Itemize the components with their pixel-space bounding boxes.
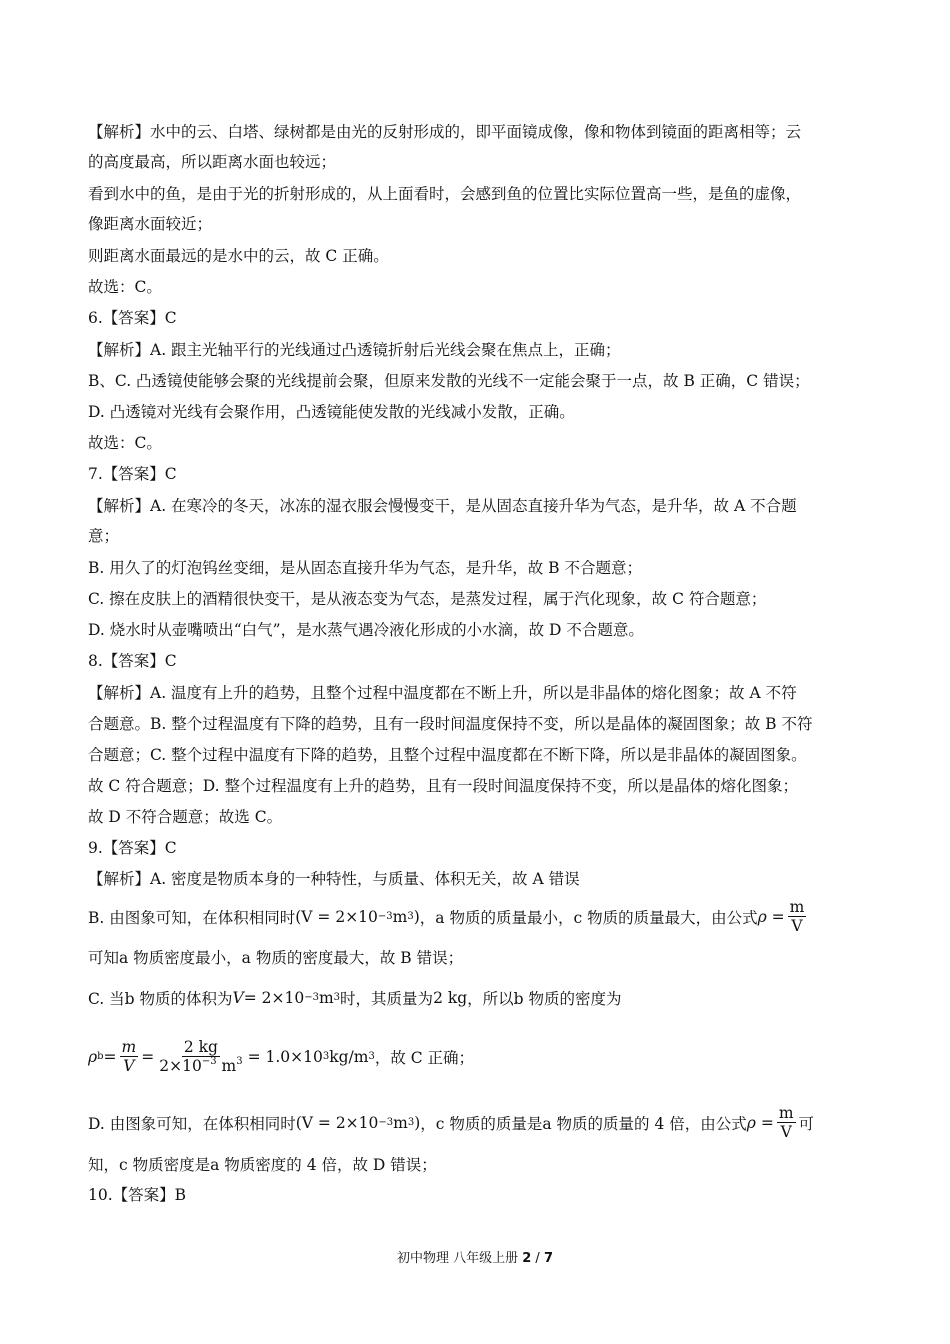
text-line: 7.【答案】C <box>88 465 177 483</box>
text-line: 故选：C。 <box>88 434 162 452</box>
text-line: 则距离水面最远的是水中的云，故 C 正确。 <box>88 247 389 265</box>
answer-10: 10.【答案】B <box>88 1186 187 1204</box>
text-line: C. 擦在皮肤上的酒精很快变干，是从液态变为气态，是蒸发过程，属于汽化现象，故 C 符合题意； <box>88 590 767 608</box>
text-line: 故 D 不符合题意；故选 C。 <box>88 808 283 826</box>
equation-line-c: C. 当b 物质的体积为 V = 2×10 −3 m 3 时，其质量为 2 kg ，所以b 物质的密度为 <box>88 989 622 1008</box>
text-line: 6.【答案】C <box>88 309 177 327</box>
text-line: 【解析】A. 跟主光轴平行的光线通过凸透镜折射后光线会聚在焦点上，正确； <box>88 341 621 359</box>
text-line: D. 凸透镜对光线有会聚作用，凸透镜能使发散的光线减小发散，正确。 <box>88 403 575 421</box>
text-line: B、C. 凸透镜使能够会聚的光线提前会聚，但原来发散的光线不一定能会聚于一点，故 B 正确，C 错误； <box>88 372 810 390</box>
text-line: 【解析】A. 温度有上升的趋势，且整个过程中温度都在不断上升，所以是非晶体的熔化图象；故 A 不符 <box>88 684 797 702</box>
fraction-m-over-v: $\frac{m}{V}$ <box>789 898 805 935</box>
text-line: 【解析】A. 密度是物质本身的一种特性，与质量、体积无关，故 A 错误 <box>88 870 580 888</box>
text-line: 的高度最高，所以距离水面也较远； <box>88 153 337 171</box>
text-line: 合题意；C. 整个过程中温度有下降的趋势，且整个过程中温度都在不断下降，所以是非晶体的凝固图象。 <box>88 746 807 764</box>
density-equation: ρ b = $\frac{m}{V}$ = $\frac{2 kg}{2\times 10^{-3} m^3}$ = 1.0×10 3 kg/m 3 ，故 C 正确； <box>88 1038 475 1075</box>
text-line: 合题意。B. 整个过程温度有下降的趋势，且有一段时间温度保持不变，所以是晶体的凝固图象；故 B 不符 <box>88 715 813 733</box>
line-d-continued: 知，c 物质密度是a 物质密度的 4 倍，故 D 错误； <box>88 1156 437 1174</box>
text-line: D. 烧水时从壶嘴喷出“白气”，是水蒸气遇冷液化形成的小水滴，故 D 不合题意。 <box>88 621 644 639</box>
text-line: 意； <box>88 527 120 545</box>
text-line: 【解析】A. 在寒冷的冬天，冰冻的湿衣服会慢慢变干，是从固态直接升华为气态，是升华，故 A 不合题 <box>88 497 797 515</box>
page-footer: 初中物理 八年级上册 2 / 7 <box>396 1251 553 1266</box>
text-line: 9.【答案】C <box>88 839 177 857</box>
text-line: 故 C 符合题意；D. 整个过程温度有上升的趋势，且有一段时间温度保持不变，所以是晶体的熔化图象； <box>88 777 798 795</box>
text-line: 【解析】水中的云、白塔、绿树都是由光的反射形成的，即平面镜成像，像和物体到镜面的距离相等；云 <box>88 123 802 141</box>
text-line: 像距离水面较近； <box>88 215 213 233</box>
line-b-continued: 可知a 物质密度最小，a 物质的密度最大，故 B 错误； <box>88 949 464 967</box>
equation-line-b: B. 由图象可知，在体积相同时 (V = 2×10 −3 m 3 ) ，a 物质的质量最小，c 物质的质量最大，由公式 ρ = $\frac{m}{V}$ <box>88 898 805 935</box>
text-line: 8.【答案】C <box>88 652 177 670</box>
text-line: 看到水中的鱼，是由于光的折射形成的，从上面看时，会感到鱼的位置比实际位置高一些，是鱼的虚像， <box>88 185 802 203</box>
text-line: 故选：C。 <box>88 278 162 296</box>
equation-line-d: D. 由图象可知，在体积相同时 (V = 2×10 −3 m 3 ) ，c 物质的质量是a 物质的质量的 4 倍，由公式 ρ = $\frac{m}{V}$ 可 <box>88 1104 815 1141</box>
text-line: B. 用久了的灯泡钨丝变细，是从固态直接升华为气态，是升华，故 B 不合题意； <box>88 559 642 577</box>
